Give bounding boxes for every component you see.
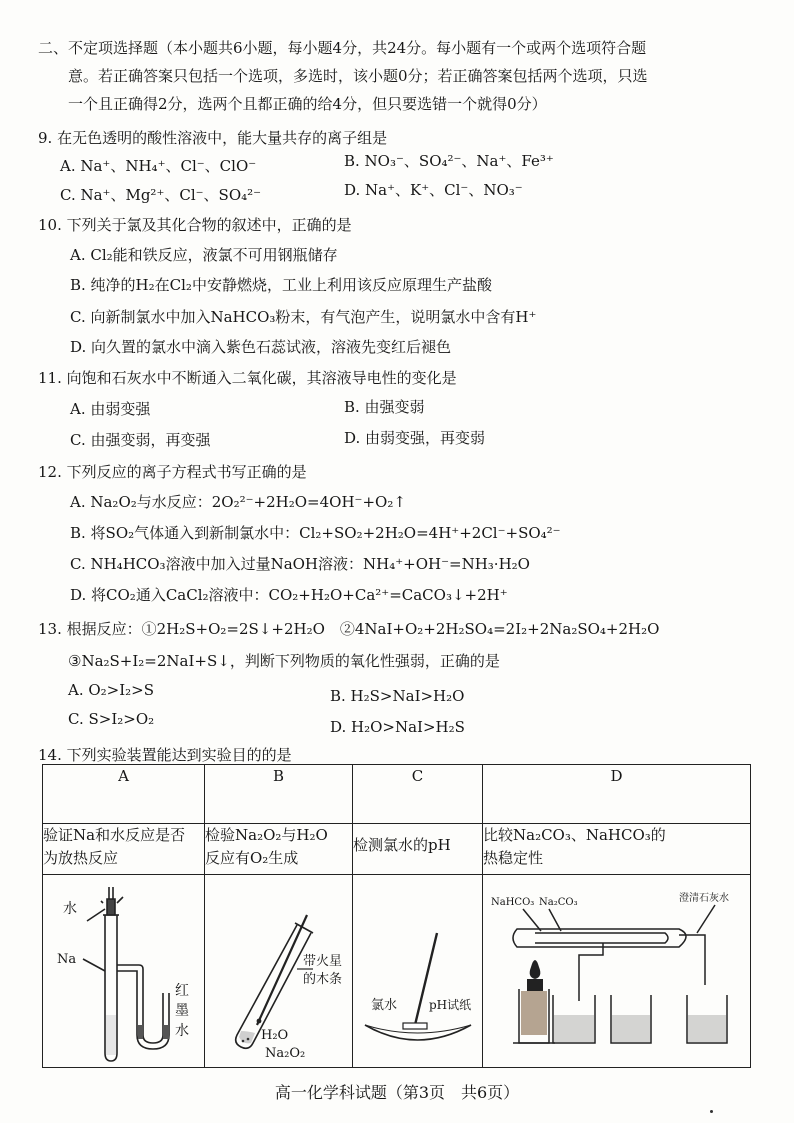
apparatus-d <box>483 875 751 1068</box>
label-chlorine-water: 氯水 <box>371 998 398 1013</box>
question-12-option-d: D. 将CO₂通入CaCl₂溶液中：CO₂+H₂O+Ca²⁺=CaCO₃↓+2H⁺ <box>70 586 508 604</box>
header-a: A <box>43 765 205 824</box>
question-13-option-d: D. H₂O>NaI>H₂S <box>330 718 465 736</box>
question-13-option-a: A. O₂>I₂>S <box>68 681 155 699</box>
question-9-stem: 9. 在无色透明的酸性溶液中，能大量共存的离子组是 <box>38 129 388 147</box>
question-10-option-a: A. Cl₂能和铁反应，液氯不可用钢瓶储存 <box>70 246 338 264</box>
question-13-stem-continued: ③Na₂S+I₂=2NaI+S↓，判断下列物质的氧化性强弱，正确的是 <box>68 652 500 670</box>
section-instructions-line-2: 意。若正确答案只包括一个选项，多选时，该小题0分；若正确答案包括两个选项，只选 <box>68 67 648 85</box>
purpose-a-line-1: 验证Na和水反应是否 <box>43 826 186 844</box>
purpose-d-line-2: 热稳定性 <box>483 849 544 867</box>
label-splint-2: 的木条 <box>303 972 343 987</box>
question-10-option-b: B. 纯净的H₂在Cl₂中安静燃烧，工业上利用该反应原理生产盐酸 <box>70 276 492 294</box>
section-instructions-line-1: 二、不定项选择题（本小题共6小题，每小题4分，共24分。每小题有一个或两个选项符合题 <box>38 39 647 57</box>
purpose-d-line-1: 比较Na₂CO₃、NaHCO₃的 <box>483 826 666 844</box>
experiment-header-row <box>43 765 751 824</box>
apparatus-b-drawing <box>205 875 353 1067</box>
question-14-stem: 14. 下列实验装置能达到实验目的的是 <box>38 746 292 764</box>
apparatus-a-drawing <box>43 875 205 1067</box>
question-13-option-c: C. S>I₂>O₂ <box>68 710 155 728</box>
question-12-stem: 12. 下列反应的离子方程式书写正确的是 <box>38 463 307 481</box>
apparatus-d-drawing <box>483 875 751 1067</box>
apparatus-a <box>43 875 205 1068</box>
question-11-option-d: D. 由弱变强，再变弱 <box>344 429 486 447</box>
apparatus-c <box>353 875 483 1068</box>
purpose-a <box>43 824 205 875</box>
apparatus-b <box>205 875 353 1068</box>
experiment-apparatus-row <box>43 875 751 1068</box>
label-ph-paper: pH试纸 <box>429 998 472 1012</box>
section-instructions-line-3: 一个且正确得2分，选两个且都正确的给4分，但只要选错一个就得0分） <box>68 95 547 113</box>
experiment-purpose-row <box>43 824 751 875</box>
label-splint-1: 带火星 <box>303 954 343 969</box>
page-footer: 高一化学科试题（第3页 共6页） <box>274 1083 520 1102</box>
label-red-ink-3: 水 <box>175 1023 189 1039</box>
header-d: D <box>483 765 751 824</box>
purpose-c <box>353 824 483 875</box>
label-na: Na <box>57 952 77 967</box>
question-10-option-c: C. 向新制氯水中加入NaHCO₃粉末，有气泡产生，说明氯水中含有H⁺ <box>70 308 537 326</box>
experiment-table <box>42 764 751 1068</box>
question-11-option-c: C. 由强变弱，再变强 <box>70 431 211 449</box>
speck-dot <box>710 1110 713 1113</box>
question-9-option-d: D. Na⁺、K⁺、Cl⁻、NO₃⁻ <box>344 181 523 199</box>
label-na2co3: Na₂CO₃ <box>539 897 578 908</box>
purpose-c-line-1: 检测氯水的pH <box>353 836 451 854</box>
question-10-stem: 10. 下列关于氯及其化合物的叙述中，正确的是 <box>38 216 352 234</box>
label-nahco3: NaHCO₃ <box>491 897 535 908</box>
purpose-d <box>483 824 751 875</box>
question-9-option-a: A. Na⁺、NH₄⁺、Cl⁻、ClO⁻ <box>60 157 257 175</box>
question-10-option-d: D. 向久置的氯水中滴入紫色石蕊试液，溶液先变红后褪色 <box>70 338 452 356</box>
question-13-stem: 13. 根据反应：①2H₂S+O₂=2S↓+2H₂O ②4NaI+O₂+2H₂SO₄=2I₂+2Na₂SO₄+2H₂O <box>38 620 660 638</box>
label-na2o2: Na₂O₂ <box>265 1046 306 1061</box>
apparatus-c-drawing <box>353 875 483 1067</box>
label-red-ink-1: 红 <box>175 983 189 999</box>
label-water: 水 <box>63 901 77 917</box>
purpose-a-line-2: 为放热反应 <box>43 849 119 867</box>
question-11-option-a: A. 由弱变强 <box>70 400 151 418</box>
question-9-option-c: C. Na⁺、Mg²⁺、Cl⁻、SO₄²⁻ <box>60 186 262 204</box>
question-12-option-a: A. Na₂O₂与水反应：2O₂²⁻+2H₂O=4OH⁻+O₂↑ <box>70 493 406 511</box>
question-13-option-b: B. H₂S>NaI>H₂O <box>330 687 465 705</box>
purpose-b <box>205 824 353 875</box>
header-c: C <box>353 765 483 824</box>
question-12-option-c: C. NH₄HCO₃溶液中加入过量NaOH溶液：NH₄⁺+OH⁻=NH₃·H₂O <box>70 555 530 573</box>
purpose-b-line-2: 反应有O₂生成 <box>205 849 299 867</box>
purpose-b-line-1: 检验Na₂O₂与H₂O <box>205 826 328 844</box>
label-red-ink-2: 墨 <box>175 1003 189 1019</box>
question-12-option-b: B. 将SO₂气体通入到新制氯水中：Cl₂+SO₂+2H₂O=4H⁺+2Cl⁻+SO₄²⁻ <box>70 524 561 542</box>
header-b: B <box>205 765 353 824</box>
label-h2o: H₂O <box>261 1028 289 1043</box>
question-11-stem: 11. 向饱和石灰水中不断通入二氧化碳，其溶液导电性的变化是 <box>38 369 457 387</box>
label-limewater: 澄清石灰水 <box>679 893 729 904</box>
question-11-option-b: B. 由强变弱 <box>344 398 425 416</box>
question-9-option-b: B. NO₃⁻、SO₄²⁻、Na⁺、Fe³⁺ <box>344 152 554 170</box>
